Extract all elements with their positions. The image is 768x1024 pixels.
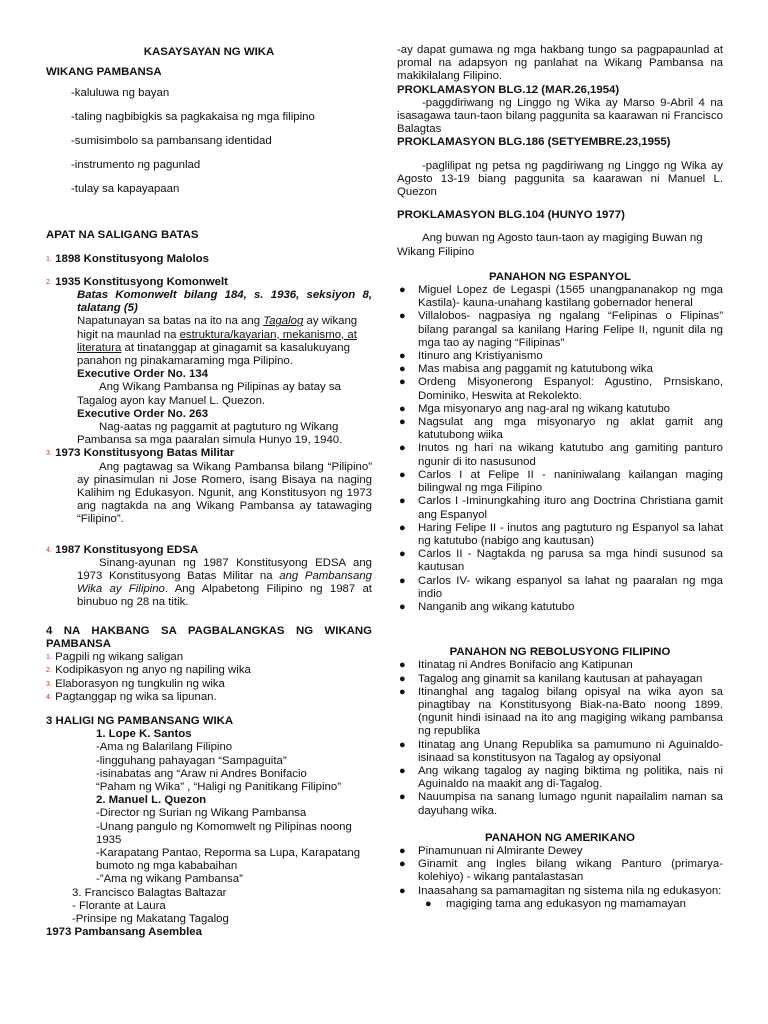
konstitusyon-1935-body [46,289,372,447]
list-item: ● Tagalog ang ginamit sa kanilang kautusan at pahayagan [397,673,723,686]
list-number: 4. [46,693,52,701]
hakbang-text: Elaborasyon ng tungkulin ng wika [55,677,225,690]
wikang-pambansa-heading: WIKANG PAMBANSA [46,66,162,79]
executive-order-263-text: Nag-aatas ng paggamit at pagtuturo ng Wikang Pambansa sa mga paaralan simula Hunyo 19, 1940. [77,421,343,447]
pambansang-asemblea: 1973 Pambansang Asemblea [46,926,202,939]
proklamasyon-104: PROKLAMASYON BLG.104 (HUNYO 1977) [397,209,625,222]
list-item: -Prinsipe ng Makatang Tagalog [72,912,229,925]
left-column [46,46,372,939]
list-item [46,691,372,704]
list-item: -Director ng Surian ng Wikang Pambansa [96,807,307,820]
tagalog-emphasis: Tagalog [263,315,304,328]
list-item: ● Mas mabisa ang paggamit ng katutubong wika [397,363,723,376]
intro-paragraph: -ay dapat gumawa ng mga hakbang tungo sa pagpapaunlad at promal na adapsyon ng panlahat na Wikang Pambansa na makikilalang Filipino. [397,44,723,83]
napatunayan-paragraph [77,315,372,368]
list-item: ● Nanganib ang wikang katutubo [397,601,723,614]
wikang-pambansa-list [71,87,372,207]
list-item: ● Itinuro ang Kristiyanismo [397,350,723,363]
list-item: - Florante at Laura [72,899,166,912]
list-item: -Ama ng Balarilang Filipino [96,741,233,754]
sub-list-item: ● magiging tama ang edukasyon ng mamamayan [397,898,723,911]
konstitusyon-1973 [46,447,372,460]
list-item: -isinabatas ang “Araw ni Andres Bonifacio [96,767,307,780]
list-item: ● Carlos I at Felipe II - naniniwalang kailangan maging bilingwal ng mga Filipino [397,469,723,495]
list-item: ● Inutos ng hari na wikang katutubo ang gamiting panturo ngunir di ito nasusunod [397,442,723,468]
konstitusyon-1973-label: 1973 Konstitusyong Batas Militar [55,447,235,460]
list-number: 1. [46,255,52,263]
batas-184-heading: Batas Komonwelt bilang 184, s. 1936, seksiyon 8, talatang (5) [77,289,372,315]
rebolusyon-list [397,659,723,817]
list-item: ● Ginamit ang Ingles bilang wikang Panturo (primarya-kolehiyo) - wikang pantalastasan [397,858,723,884]
proklamasyon-186-text: -paglilipat ng petsa ng pagdiriwang ng Linggo ng Wika ay Agosto 13-19 biang paggunita sa kaarawan ni Manuel L. Quezon [397,159,723,199]
manuel-l-quezon: 2. Manuel L. Quezon [96,794,207,807]
paragraph-text: Sinang-ayunan ng 1987 Konstitusyong EDSA ang 1973 Konstitusyong Batas Militar na [77,556,372,583]
espanyol-list [397,284,723,614]
list-item: -taling nagbibigkis sa pagkakaisa ng mga filipino [71,111,315,124]
list-item: ● Pinamunuan ni Almirante Dewey [397,845,723,858]
hakbang-text: Pagtanggap ng wika sa lipunan. [55,690,217,703]
list-item [46,651,372,664]
konstitusyon-1987-text [46,557,372,610]
list-number: 2. [46,278,52,286]
paragraph-text: . Ang Alpabetong Filipino ng 1987 at binubuo ng 28 na titik. [77,583,372,609]
list-item: ● Haring Felipe II - inutos ang pagtuturo ng Espanyol sa lahat ng katutubo (nabigo ang kautusan) [397,522,723,548]
list-number: 4. [46,546,52,554]
panahon-espanyol-heading: PANAHON NG ESPANYOL [489,270,631,283]
executive-order-134: Executive Order No. 134 [77,368,209,381]
lope-k-santos: 1. Lope K. Santos [96,728,192,741]
konstitusyon-1973-text: Ang pagtawag sa Wikang Pambansa bilang “Pilipino” ay pinasimulan ni Jose Romero, isang Bisaya na naging Kalihim ng Edukasyon. Ngunit, ang Konstitusyon ng 1973 ang nagtakda na ang Wikang Pambansa ay tatawaging “Filipino”. [77,460,372,526]
konstitusyon-1935 [46,276,372,289]
hakbang-list [46,651,372,704]
hakbang-text: Pagpili ng wikang saligan [55,651,184,664]
list-item: ● Carlos I -Iminungkahing ituro ang Doctrina Christiana gamit ang Espanyol [397,495,723,521]
list-number: 2. [46,667,52,675]
list-number: 3. [46,450,52,458]
list-item: ● Inaasahang sa pamamagitan ng sistema nila ng edukasyon: [397,885,723,898]
list-item: ● Nauumpisa na sanang lumago ngunit napailalim naman sa dayuhang wika. [397,791,723,817]
list-item: ● Carlos IV- wikang espanyol sa lahat ng paaralan ng mga indio [397,575,723,601]
konstitusyon-1987 [46,544,372,557]
list-item [46,678,372,691]
francisco-balagtas: 3. Francisco Balagtas Baltazar [72,886,227,899]
list-item: ● Carlos II - Nagtakda ng parusa sa mga hindi susunod sa kautusan [397,548,723,574]
hakbang-heading: 4 NA HAKBANG SA PAGBALANGKAS NG WIKANG PAMBANSA [46,624,372,650]
haligi-heading: 3 HALIGI NG PAMBANSANG WIKA [46,714,234,727]
right-column [397,44,723,911]
list-item: ● Ordeng Misyonerong Espanyol: Agustino, Prnsiskano, Dominiko, Heswita at Rekolekto. [397,376,723,402]
list-item: -sumisimbolo sa pambansang identidad [71,135,272,148]
document-title: KASAYSAYAN NG WIKA [143,46,275,58]
list-item: -lingguhang pahayagan “Sampaguita” [96,754,287,767]
paragraph-text: Napatunayan sa batas na ito na ang [77,315,264,328]
paragraph-text: ay wikang higit na maunlad na [77,315,358,341]
list-item: ● Itinatag ang Unang Republika sa pamumuno ni Aguinaldo- isinaad sa konstitusyon na Tagalog ay opsiyonal [397,739,723,765]
proklamasyon-104-text: Ang buwan ng Agosto taun-taon ay magiging Buwan ng Wikang Filipino [397,232,703,258]
konstitusyon-1898 [46,253,372,266]
list-item: -tulay sa kapayapaan [71,183,180,196]
list-item: -”Ama ng wikang Pambansa” [96,873,243,886]
apat-na-saligang-batas-heading: APAT NA SALIGANG BATAS [46,229,199,242]
executive-order-263: Executive Order No. 263 [77,407,209,420]
list-number: 1. [46,654,52,662]
konstitusyon-1898-label: 1898 Konstitusyong Malolos [55,252,209,265]
list-item: ● Ang wikang tagalog ay naging biktima ng politika, nais ni Aguinaldo na maakit ang di-Tagalog. [397,765,723,791]
list-number: 3. [46,680,52,688]
amerikano-list [397,845,723,911]
estruktura-emphasis: estruktura/kayarian, mekanismo, at literatura [77,328,357,354]
konstitusyon-1987-label: 1987 Konstitusyong EDSA [55,543,199,556]
panahon-rebolusyon-heading: PANAHON NG REBOLUSYONG FILIPINO [449,646,671,659]
list-item: ● Villalobos- nagpasiya ng ngalang “Felipinas o Flipinas” bilang parangal sa kanilang Haring Felipe II, ngunit dila ng mga tao ay naging “Filipinas” [397,310,723,350]
paragraph-text: at tinatanggap at ginagamit sa kasalukuyang panahon ng pinakamaraming mga Pilipino. [77,341,350,368]
santos-section [46,728,372,886]
list-item: ● Itinanghal ang tagalog bilang opisyal na wika ayon sa pinagtibay na Konstitusyong Biak-na-Bato noong 1899. (ngunit hindi isinaad na ito ang magiging wikang pambansa ng republika [397,686,723,739]
list-item: -Unang pangulo ng Komomwelt ng Pilipinas noong 1935 [96,820,352,846]
list-item: ● Itinatag ni Andres Bonifacio ang Katipunan [397,659,723,672]
pambansang-wika-emphasis: ang Pambansang Wika ay Filipino [77,570,372,596]
proklamasyon-186: PROKLAMASYON BLG.186 (SETYEMBRE.23,1955) [397,136,671,149]
executive-order-134-text: Ang Wikang Pambansa ng Pilipinas ay batay sa Tagalog ayon kay Manuel L. Quezon. [77,381,341,407]
list-item: -instrumento ng pagunlad [71,159,201,172]
list-item: “Paham ng Wika” , “Haligi ng Panitikang Filipino” [96,780,341,793]
balagtas-section [46,887,372,927]
list-item: ● Miguel Lopez de Legaspi (1565 unangpananakop ng mga Kastila)- kauna-unahang kastilang gobernador heneral [397,284,723,310]
proklamasyon-12-text: -paggdiriwang ng Linggo ng Wika ay Marso 9-Abril 4 na isasagawa taun-taon bilang paggunita sa kaarawan ni Francisco Balagtas [397,96,723,136]
list-item: ● Mga misyonaryo ang nag-aral ng wikang katutubo [397,403,723,416]
list-item: -kaluluwa ng bayan [71,87,170,100]
hakbang-text: Kodipikasyon ng anyo ng napiling wika [55,664,251,677]
konstitusyon-1935-label: 1935 Konstitusyong Komonwelt [55,275,228,288]
list-item: -Karapatang Pantao, Reporma sa Lupa, Karapatang bumoto ng mga kababaihan [96,846,361,873]
list-item: ● Nagsulat ang mga misyonaryo ng aklat gamit ang katutubong wiika [397,416,723,442]
list-item [46,664,372,677]
panahon-amerikano-heading: PANAHON NG AMERIKANO [485,831,635,844]
proklamasyon-12: PROKLAMASYON BLG.12 (MAR.26,1954) [397,83,620,96]
